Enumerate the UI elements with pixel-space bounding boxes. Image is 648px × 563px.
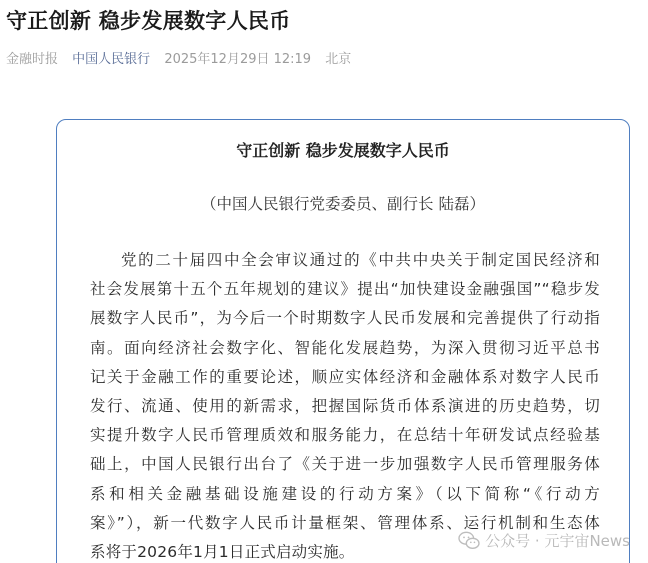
publisher-link[interactable]: 中国人民银行 [72, 52, 151, 67]
publish-location: 北京 [325, 52, 352, 67]
body-line: 案》”），新一代数字人民币计量框架、管理体系、运行机制和生态体 [90, 513, 600, 532]
body-line: 南。面向经济社会数字化、智能化发展趋势，为深入贯彻习近平总书 [90, 338, 600, 357]
publish-datetime: 2025年12月29日 12:19 [164, 52, 312, 67]
body-line: 实提升数字人民币管理质效和服务能力，在总结十年研发试点经验基 [90, 426, 600, 445]
body-line: 党的二十届四中全会审议通过的《中共中央关于制定国民经济和 [121, 251, 600, 269]
body-line: 系将于2026年1月1日正式启动实施。 [90, 542, 355, 561]
article-image-card [56, 119, 630, 563]
watermark [458, 531, 630, 551]
body-line: 础上，中国人民银行出台了《关于进一步加强数字人民币管理服务体 [90, 455, 600, 474]
body-line: 系和相关金融基础设施建设的行动方案》（以下简称“《行动方 [90, 484, 600, 503]
card-author: （中国人民银行党委委员、副行长 陆磊） [201, 195, 485, 213]
body-line: 发行、流通、使用的新需求，把握国际货币体系演进的历史趋势，切 [90, 396, 600, 415]
body-line: 展数字人民币”，为今后一个时期数字人民币发展和完善提供了行动指 [90, 309, 600, 328]
article-meta [6, 50, 361, 70]
body-line: 社会发展第十五个五年规划的建议》提出“加快建设金融强国”“稳步发 [90, 280, 600, 299]
article-source: 金融时报 [6, 52, 59, 67]
body-line: 记关于金融工作的重要论述，顺应实体经济和金融体系对数字人民币 [90, 367, 600, 386]
card-body [90, 246, 600, 563]
wechat-icon [458, 531, 480, 551]
watermark-text: 公众号 · 元宇宙News [485, 532, 630, 550]
card-title: 守正创新 稳步发展数字人民币 [236, 141, 450, 160]
article-title: 守正创新 稳步发展数字人民币 [6, 9, 291, 33]
